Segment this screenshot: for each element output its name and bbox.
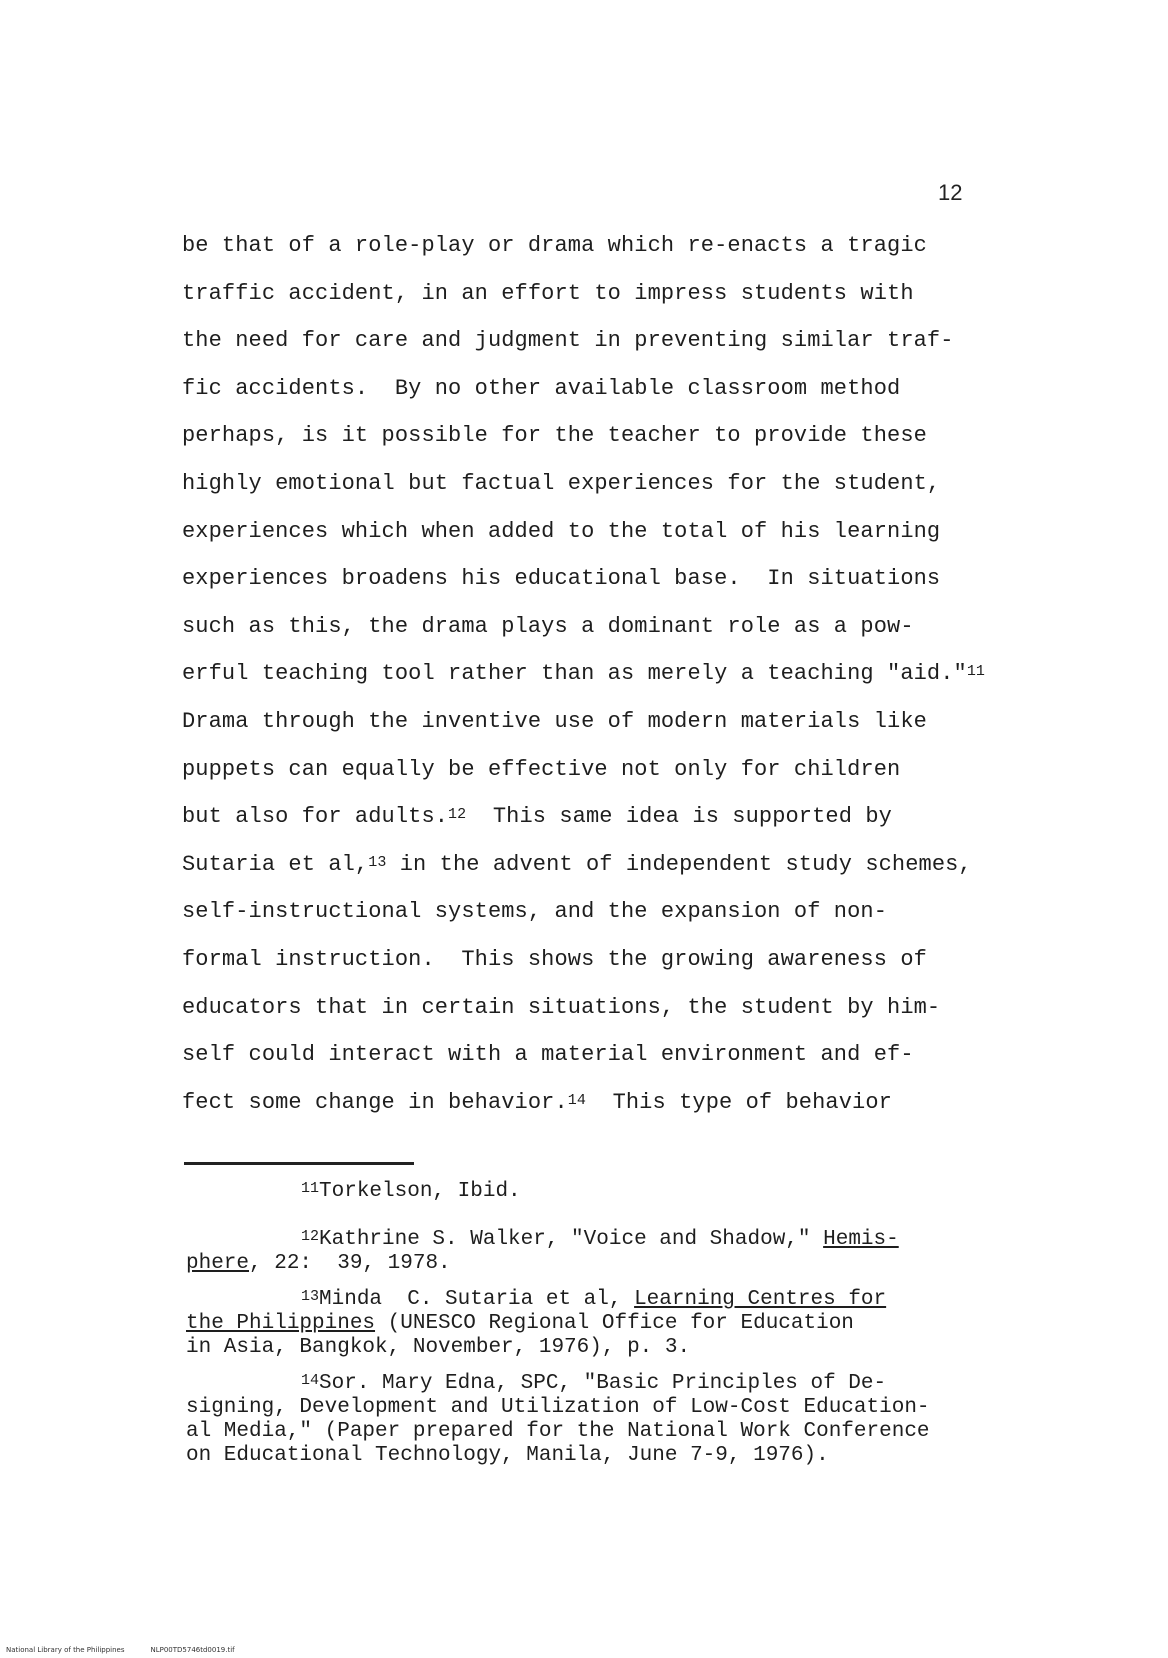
body-line: self could interact with a material environment and ef- (182, 1042, 914, 1068)
body-line: Drama through the inventive use of modern materials like (182, 708, 927, 734)
body-line (182, 793, 1042, 841)
body-line: fic accidents. By no other available classroom method (182, 375, 901, 401)
body-line: experiences broadens his educational base. In situations (182, 566, 941, 592)
library-name: National Library of the Philippines (6, 1646, 125, 1654)
footnote-11 (186, 1180, 1046, 1204)
body-line: the need for care and judgment in preventing similar traf- (182, 328, 954, 354)
footnote-line: in Asia, Bangkok, November, 1976), p. 3. (186, 1336, 691, 1359)
footnote-14 (186, 1372, 1046, 1468)
page-number: 12 (938, 180, 963, 205)
footnote-text: Torkelson, Ibid. (319, 1180, 521, 1203)
footnote-number: 11 (301, 1180, 320, 1197)
body-line-text: in the advent of independent study schemes, (386, 851, 972, 877)
footnote-text: Sor. Mary Edna, SPC, "Basic Principles of De- (319, 1372, 887, 1395)
body-line-text: This type of behavior (585, 1089, 892, 1115)
body-line: experiences which when added to the total of his learning (182, 518, 941, 544)
footnote-12 (186, 1228, 1046, 1276)
body-line (182, 841, 1042, 889)
body-line-text: This same idea is supported by (466, 804, 892, 830)
footnote-line: al Media," (Paper prepared for the National Work Conference (186, 1420, 930, 1443)
footnote-number: 12 (301, 1228, 320, 1245)
footnote-line (186, 1180, 1046, 1204)
footnote-ref-11: 11 (966, 663, 986, 681)
journal-title: Hemis- (823, 1228, 899, 1251)
footnote-number: 13 (301, 1288, 320, 1305)
body-line-text: Sutaria et al, (182, 851, 369, 877)
footnote-line: on Educational Technology, Manila, June 7-9, 1976). (186, 1444, 829, 1467)
footnote-text: Kathrine S. Walker, "Voice and Shadow," (319, 1228, 824, 1251)
footnote-text: (UNESCO Regional Office for Education (375, 1312, 854, 1335)
body-line: traffic accident, in an effort to impress students with (182, 280, 914, 306)
footnote-line (186, 1372, 1046, 1396)
body-line: educators that in certain situations, the student by him- (182, 994, 941, 1020)
footnote-line: signing, Development and Utilization of Low-Cost Education- (186, 1396, 930, 1419)
scan-footer (6, 1646, 261, 1654)
body-line-text: but also for adults. (182, 804, 449, 830)
footnote-ref-12: 12 (448, 806, 467, 824)
footnote-line (186, 1252, 1046, 1276)
body-line (182, 650, 1042, 698)
body-line-text: fect some change in behavior. (182, 1089, 568, 1115)
footnote-13 (186, 1288, 1046, 1360)
body-line: such as this, the drama plays a dominant role as a pow- (182, 613, 914, 639)
footnotes (186, 1180, 1046, 1468)
body-line: puppets can equally be effective not only for children (182, 756, 901, 782)
footnote-line (186, 1312, 1046, 1336)
body-line (182, 1079, 1042, 1127)
footnote-line (186, 1228, 1046, 1252)
footnote-ref-14: 14 (567, 1091, 586, 1109)
book-title: Learning Centres for (634, 1288, 887, 1311)
footnote-line (186, 1288, 1046, 1312)
book-title: the Philippines (186, 1312, 376, 1335)
file-name: NLP00TD5746td0019.tif (150, 1646, 235, 1654)
body-line: be that of a role-play or drama which re-enacts a tragic (182, 233, 927, 258)
footnote-number: 14 (301, 1372, 320, 1389)
journal-title: phere (186, 1252, 250, 1275)
body-line-text: erful teaching tool rather than as merely a teaching "aid." (182, 661, 967, 687)
footnote-text: , 22: 39, 1978. (249, 1252, 451, 1275)
body-line: self-instructional systems, and the expansion of non- (182, 899, 888, 925)
footnote-ref-13: 13 (368, 853, 387, 871)
footnote-divider (184, 1162, 414, 1165)
body-text (182, 222, 1042, 1126)
body-line: highly emotional but factual experiences for the student, (182, 470, 941, 496)
body-line: formal instruction. This shows the growing awareness of (182, 946, 927, 972)
footnote-text: Minda C. Sutaria et al, (319, 1288, 635, 1311)
body-line: perhaps, is it possible for the teacher to provide these (182, 423, 927, 449)
